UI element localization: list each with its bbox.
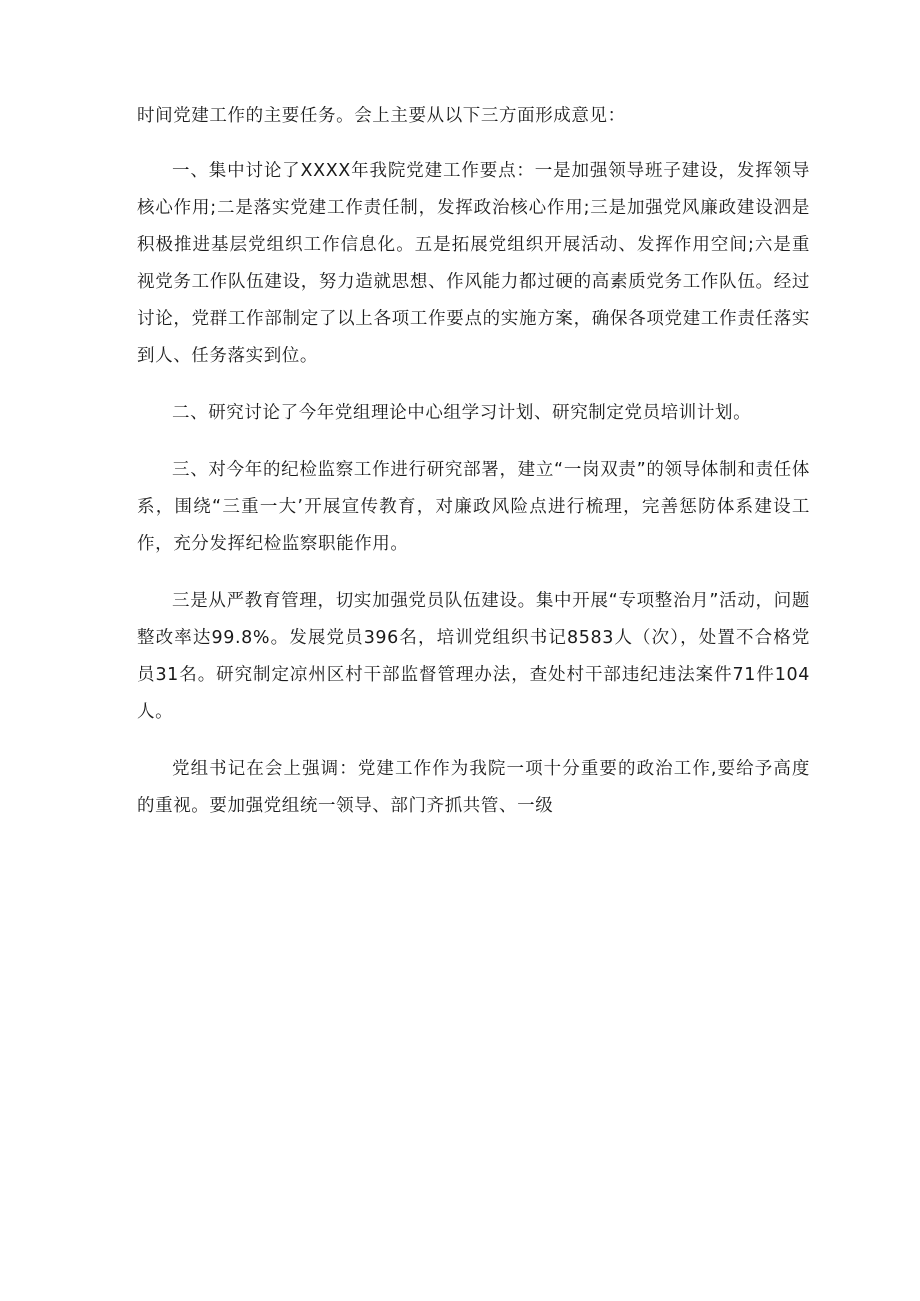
paragraph-continuation: 时间党建工作的主要任务。会上主要从以下三方面形成意见： xyxy=(137,106,626,126)
paragraph-education-management: 三是从严教育管理，切实加强党员队伍建设。集中开展“专项整治月”活动，问题整改率达99.8%。发展党员396名，培训党组织书记8583人（次），处置不合格党员31名。研究制定凉州区村干部监督管理办法，查处村干部违纪违法案件71件104人。 xyxy=(137,591,810,722)
paragraph-item-two: 二、研究讨论了今年党组理论中心组学习计划、研究制定党员培训计划。 xyxy=(172,403,752,423)
paragraph-item-three: 三、对今年的纪检监察工作进行研究部署，建立“一岗双责”的领导体制和责任体系，围绕“三重一大’开展宣传教育，对廉政风险点进行梳理，完善惩防体系建设工作，充分发挥纪检监察职能作用。 xyxy=(137,460,810,554)
paragraph-item-one: 一、集中讨论了XXXX年我院党建工作要点：一是加强领导班子建设，发挥领导核心作用;二是落实党建工作责任制，发挥政治核心作用;三是加强党风廉政建设泗是积极推进基层党组织工作信息化。五是拓展党组织开展活动、发挥作用空间;六是重视党务工作队伍建设，努力造就思想、作风能力都过硬的高素质党务工作队伍。经过讨论，党群工作部制定了以上各项工作要点的实施方案，确保各项党建工作责任落实到人、任务落实到位。 xyxy=(137,161,810,366)
paragraph-secretary-remarks: 党组书记在会上强调：党建工作作为我院一项十分重要的政治工作,要给予高度的重视。要加强党组统一领导、部门齐抓共管、一级 xyxy=(137,759,810,816)
